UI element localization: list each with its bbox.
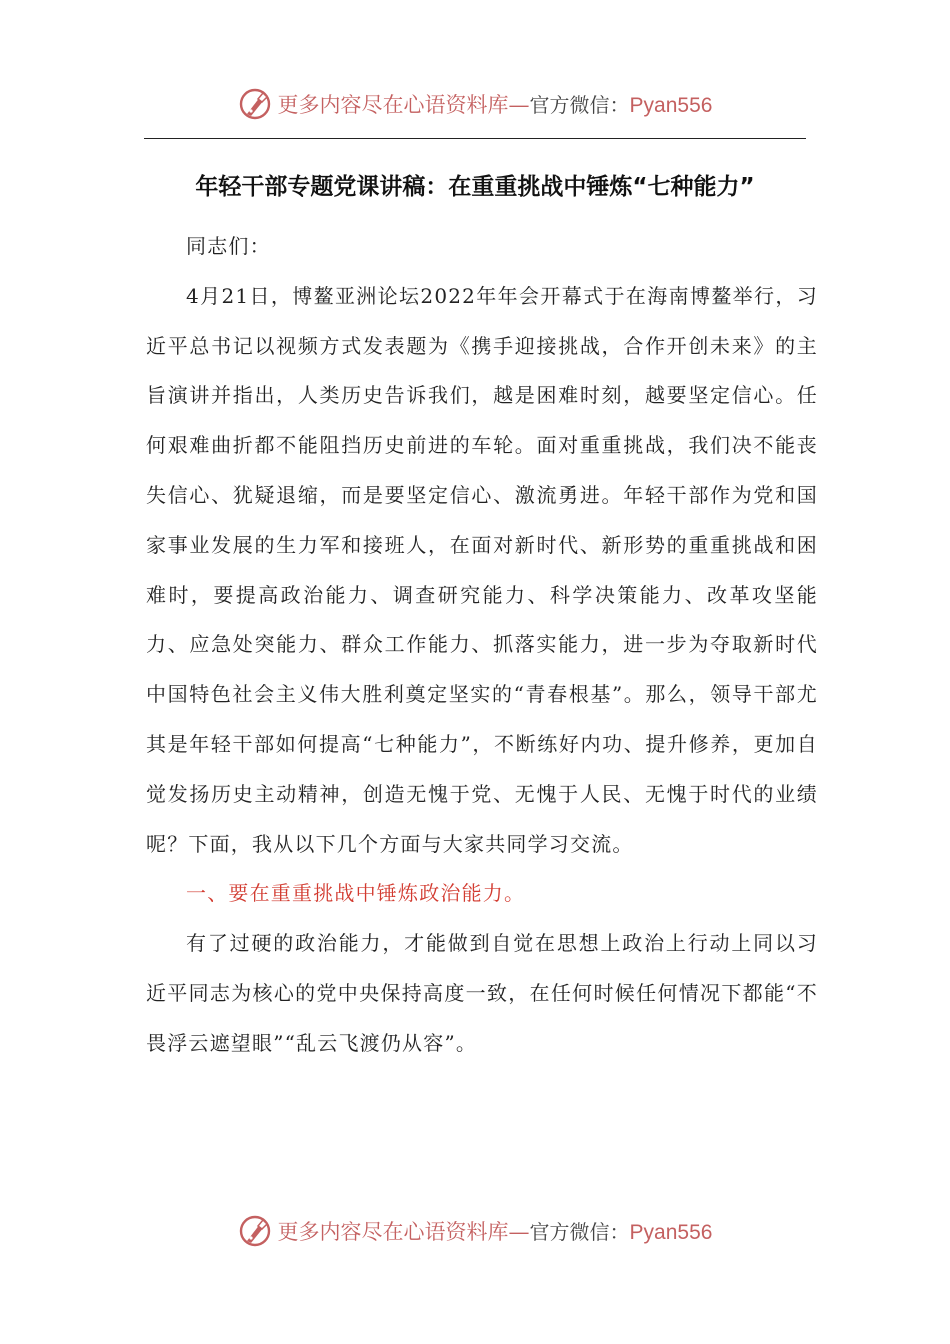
banner-wechat-label: 官方微信： <box>529 93 630 117</box>
banner-text <box>278 1216 713 1246</box>
header-watermark-banner <box>0 84 950 124</box>
body-paragraph: 4月21日，博鳌亚洲论坛2022年年会开幕式于在海南博鳌举行，习近平总书记以视频方式发表题为《携手迎接挑战，合作开创未来》的主旨演讲并指出，人类历史告诉我们，越是困难时刻，越要坚定信心。任何艰难曲折都不能阻挡历史前进的车轮。面对重重挑战，我们决不能丧失信心、犹疑退缩，而是要坚定信心、激流勇进。年轻干部作为党和国家事业发展的生力军和接班人，在面对新时代、新形势的重重挑战和困难时，要提高政治能力、调查研究能力、科学决策能力、改革攻坚能力、应急处突能力、群众工作能力、抓落实能力，进一步为夺取新时代中国特色社会主义伟大胜利奠定坚实的“青春根基”。那么，领导干部尤其是年轻干部如何提高“七种能力”，不断练好内功、提升修养，更加自觉发扬历史主动精神，创造无愧于党、无愧于人民、无愧于时代的业绩呢？下面，我从以下几个方面与大家共同学习交流。 <box>146 283 818 856</box>
pen-nib-logo-icon <box>238 1214 272 1248</box>
document-body <box>146 222 818 1069</box>
banner-wechat-id: Pyan556 <box>629 1221 713 1244</box>
banner-main-text: 更多内容尽在心语资料库 <box>277 93 509 117</box>
greeting: 同志们： <box>186 234 271 258</box>
banner-main-text: 更多内容尽在心语资料库 <box>277 1220 509 1244</box>
banner-dash: — <box>508 1220 530 1244</box>
section-paragraph: 有了过硬的政治能力，才能做到自觉在思想上政治上行动上同以习近平同志为核心的党中央保持高度一致，在任何时候任何情况下都能“不畏浮云遮望眼”“乱云飞渡仍从容”。 <box>146 931 818 1055</box>
banner-dash: — <box>508 93 530 117</box>
pen-nib-logo-icon <box>238 87 272 121</box>
banner-wechat-label: 官方微信： <box>529 1220 630 1244</box>
header-divider <box>144 138 806 139</box>
banner-text <box>278 89 713 119</box>
document-title: 年轻干部专题党课讲稿：在重重挑战中锤炼“七种能力” <box>195 174 755 200</box>
section-heading: 一、要在重重挑战中锤炼政治能力。 <box>186 881 526 906</box>
footer-watermark-banner <box>0 1211 950 1251</box>
banner-wechat-id: Pyan556 <box>629 94 713 117</box>
